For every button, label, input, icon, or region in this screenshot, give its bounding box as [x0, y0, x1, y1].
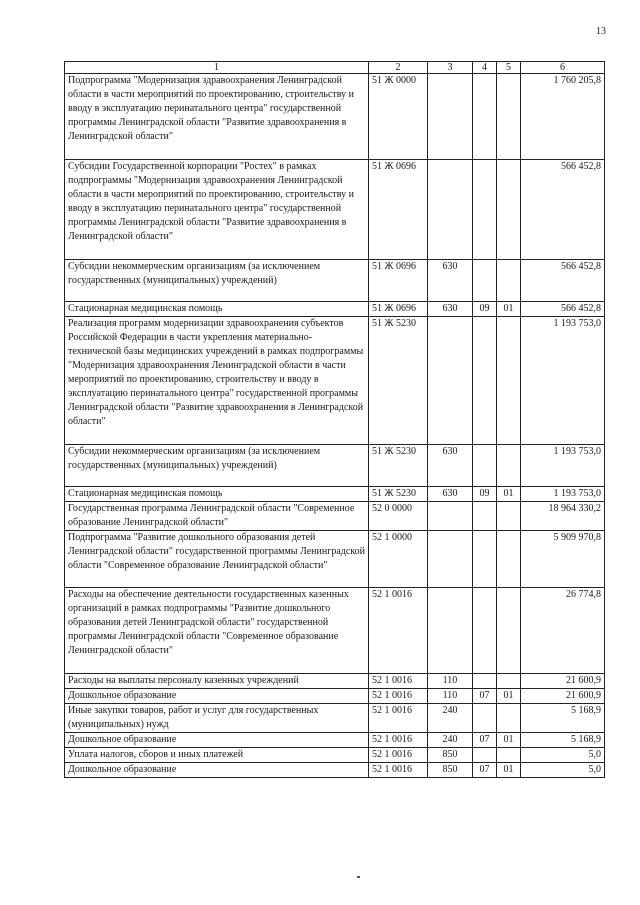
row-csr: 52 1 0016: [369, 689, 428, 704]
row-vr: 110: [428, 689, 473, 704]
row-name: Реализация программ модернизации здравоохранения субъектов Российской Федерации в части укрепления материально-технической базы медицинских учреждений в рамках подпрограммы "Модернизация здравоохранения Ленинградской области в части мероприятий по проектированию, строительству и вводу в эксплуатацию перинатального центра" государственной программы Ленинградской области "Развитие здравоохранения в Ленинградской области": [65, 317, 369, 445]
row-name: Субсидии Государственной корпорации "Ростех" в рамках подпрограммы "Модернизация здравоохранения Ленинградской области в части мероприятий по проектированию, строительству и вводу в эксплуатацию перинатального центра" государственной программы Ленинградской области "Развитие здравоохранения в Ленинградской области": [65, 160, 369, 260]
row-rz: [473, 748, 497, 763]
row-name: Расходы на выплаты персоналу казенных учреждений: [65, 674, 369, 689]
row-rz: 07: [473, 689, 497, 704]
row-rz: [473, 317, 497, 445]
row-sum: 5 168,9: [521, 733, 605, 748]
row-pr: [497, 74, 521, 160]
row-csr: 51 Ж 0696: [369, 160, 428, 260]
row-vr: 630: [428, 302, 473, 317]
row-sum: 566 452,8: [521, 302, 605, 317]
row-sum: 1 193 753,0: [521, 487, 605, 502]
row-sum: 5 909 970,8: [521, 531, 605, 588]
row-name: Расходы на обеспечение деятельности государственных казенных организаций в рамках подпрограммы "Развитие дошкольного образования детей Ленинградской области" государственной программы Ленинградской области "Современное образование Ленинградской области": [65, 588, 369, 674]
row-pr: 01: [497, 733, 521, 748]
row-vr: 850: [428, 763, 473, 778]
row-name: Подпрограмма "Модернизация здравоохранения Ленинградской области в части мероприятий по проектированию, строительству и вводу в эксплуатацию перинатального центра" государственной программы Ленинградской области "Развитие здравоохранения в Ленинградской области": [65, 74, 369, 160]
table-row: [65, 763, 605, 778]
row-csr: 52 1 0016: [369, 763, 428, 778]
row-vr: 630: [428, 487, 473, 502]
row-sum: 566 452,8: [521, 160, 605, 260]
scan-artifact: [357, 876, 360, 878]
row-sum: 26 774,8: [521, 588, 605, 674]
row-pr: [497, 502, 521, 531]
row-pr: [497, 160, 521, 260]
row-sum: 21 600,9: [521, 689, 605, 704]
table-row: [65, 674, 605, 689]
row-vr: 110: [428, 674, 473, 689]
row-rz: 09: [473, 487, 497, 502]
header-vr: 3: [428, 62, 473, 74]
row-pr: [497, 704, 521, 733]
table-row: [65, 733, 605, 748]
row-csr: 52 1 0016: [369, 704, 428, 733]
row-vr: [428, 160, 473, 260]
row-rz: [473, 160, 497, 260]
table-row: [65, 317, 605, 445]
row-name: Дошкольное образование: [65, 733, 369, 748]
table-row: [65, 502, 605, 531]
header-name: 1: [65, 62, 369, 74]
table-row: [65, 260, 605, 302]
row-name: Субсидии некоммерческим организациям (за исключением государственных (муниципальных) учреждений): [65, 260, 369, 302]
row-pr: [497, 748, 521, 763]
row-rz: 09: [473, 302, 497, 317]
row-sum: 566 452,8: [521, 260, 605, 302]
row-rz: 07: [473, 733, 497, 748]
table-row: [65, 302, 605, 317]
row-rz: [473, 588, 497, 674]
table-row: [65, 748, 605, 763]
header-sum: 6: [521, 62, 605, 74]
row-csr: 52 1 0000: [369, 531, 428, 588]
row-pr: [497, 445, 521, 487]
row-rz: [473, 704, 497, 733]
row-name: Стационарная медицинская помощь: [65, 302, 369, 317]
row-name: Субсидии некоммерческим организациям (за исключением государственных (муниципальных) учреждений): [65, 445, 369, 487]
row-name: Дошкольное образование: [65, 689, 369, 704]
row-vr: [428, 317, 473, 445]
row-sum: 5,0: [521, 763, 605, 778]
row-pr: [497, 674, 521, 689]
header-row: [65, 62, 605, 74]
row-rz: [473, 445, 497, 487]
row-pr: 01: [497, 302, 521, 317]
row-pr: 01: [497, 689, 521, 704]
row-name: Иные закупки товаров, работ и услуг для государственных (муниципальных) нужд: [65, 704, 369, 733]
row-name: Стационарная медицинская помощь: [65, 487, 369, 502]
table-row: [65, 531, 605, 588]
row-csr: 51 Ж 5230: [369, 487, 428, 502]
row-sum: 1 193 753,0: [521, 317, 605, 445]
row-sum: 5 168,9: [521, 704, 605, 733]
row-rz: 07: [473, 763, 497, 778]
row-rz: [473, 502, 497, 531]
row-csr: 51 Ж 5230: [369, 445, 428, 487]
row-vr: 630: [428, 260, 473, 302]
header-pr: 5: [497, 62, 521, 74]
row-name: Подпрограмма "Развитие дошкольного образования детей Ленинградской области" государственной программы Ленинградской области "Современное образование Ленинградской области": [65, 531, 369, 588]
row-vr: [428, 502, 473, 531]
table-row: [65, 689, 605, 704]
row-csr: 52 0 0000: [369, 502, 428, 531]
header-rz: 4: [473, 62, 497, 74]
header-csr: 2: [369, 62, 428, 74]
table-row: [65, 588, 605, 674]
page-number: 13: [596, 26, 606, 37]
row-pr: 01: [497, 763, 521, 778]
row-rz: [473, 674, 497, 689]
row-pr: [497, 531, 521, 588]
row-name: Дошкольное образование: [65, 763, 369, 778]
row-vr: 630: [428, 445, 473, 487]
row-sum: 1 193 753,0: [521, 445, 605, 487]
row-rz: [473, 260, 497, 302]
row-csr: 52 1 0016: [369, 748, 428, 763]
row-name: Государственная программа Ленинградской области "Современное образование Ленинградской области": [65, 502, 369, 531]
row-sum: 21 600,9: [521, 674, 605, 689]
row-pr: [497, 260, 521, 302]
row-vr: 240: [428, 704, 473, 733]
row-csr: 52 1 0016: [369, 733, 428, 748]
row-vr: [428, 74, 473, 160]
row-csr: 52 1 0016: [369, 588, 428, 674]
row-rz: [473, 531, 497, 588]
row-pr: 01: [497, 487, 521, 502]
row-csr: 51 Ж 0696: [369, 302, 428, 317]
row-name: Уплата налогов, сборов и иных платежей: [65, 748, 369, 763]
row-vr: 240: [428, 733, 473, 748]
row-rz: [473, 74, 497, 160]
row-pr: [497, 588, 521, 674]
row-vr: [428, 531, 473, 588]
row-csr: 52 1 0016: [369, 674, 428, 689]
row-sum: 18 964 330,2: [521, 502, 605, 531]
row-sum: 5,0: [521, 748, 605, 763]
table-row: [65, 74, 605, 160]
row-csr: 51 Ж 0696: [369, 260, 428, 302]
row-vr: 850: [428, 748, 473, 763]
row-sum: 1 760 205,8: [521, 74, 605, 160]
table-row: [65, 160, 605, 260]
table-row: [65, 445, 605, 487]
row-csr: 51 Ж 0000: [369, 74, 428, 160]
table-row: [65, 704, 605, 733]
row-vr: [428, 588, 473, 674]
row-csr: 51 Ж 5230: [369, 317, 428, 445]
row-pr: [497, 317, 521, 445]
budget-table: [64, 61, 605, 778]
table-row: [65, 487, 605, 502]
